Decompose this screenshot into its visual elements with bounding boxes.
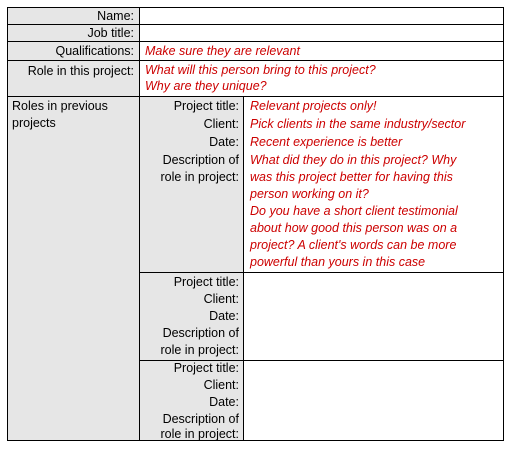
name-label-cell — [8, 8, 140, 24]
description-value-line: project? A client's words can be more — [250, 238, 457, 252]
description-value-line: powerful than yours in this case — [250, 255, 426, 269]
row-job-title — [8, 25, 503, 42]
description-label-line-1: Description of — [162, 326, 239, 340]
entry-values[interactable] — [244, 273, 503, 360]
job-title-label: Job title: — [87, 26, 134, 40]
previous-label-line-2: projects — [12, 116, 56, 130]
entry-labels — [140, 361, 244, 440]
entry-labels — [140, 273, 244, 360]
project-title-label: Project title: — [173, 99, 239, 113]
description-label-line-2: role in project: — [160, 170, 239, 184]
description-value-line: was this project better for having this — [250, 170, 453, 184]
description-value-line: about how good this person was on a — [250, 221, 458, 235]
row-qualifications — [8, 42, 503, 61]
description-value-line: What did they do in this project? Why — [250, 153, 457, 167]
client-label: Client: — [203, 378, 239, 392]
entry-labels — [140, 97, 244, 272]
job-title-label-cell — [8, 25, 140, 41]
name-field[interactable] — [140, 8, 503, 24]
date-label: Date: — [209, 309, 239, 323]
previous-project-entry — [140, 273, 503, 361]
date-label: Date: — [209, 135, 239, 149]
previous-label-line-1: Roles in previous — [12, 99, 108, 113]
project-title-label: Project title: — [173, 361, 239, 375]
date-label: Date: — [209, 395, 239, 409]
description-label-line-1: Description of — [162, 412, 239, 426]
role-label-cell — [8, 61, 140, 96]
description-value-line: person working on it? — [250, 187, 369, 201]
role-field[interactable] — [140, 61, 503, 96]
role-value-line-1: What will this person bring to this project? — [145, 63, 376, 77]
role-value-line-2: Why are they unique? — [145, 79, 267, 93]
job-title-field[interactable] — [140, 25, 503, 41]
client-label: Client: — [203, 292, 239, 306]
description-label-line-2: role in project: — [160, 427, 239, 441]
name-label: Name: — [97, 9, 134, 23]
previous-label-cell — [8, 97, 140, 440]
qualifications-value: Make sure they are relevant — [145, 44, 300, 58]
previous-project-entry — [140, 97, 503, 273]
role-label: Role in this project: — [27, 64, 134, 78]
entry-values[interactable] — [244, 97, 503, 272]
cv-form-table — [7, 7, 504, 441]
client-value: Pick clients in the same industry/sector — [250, 117, 466, 131]
date-value: Recent experience is better — [250, 135, 403, 149]
previous-project-entry — [140, 361, 503, 440]
description-label-line-1: Description of — [162, 153, 239, 167]
qualifications-field[interactable] — [140, 42, 503, 60]
client-label: Client: — [203, 117, 239, 131]
qualifications-label: Qualifications: — [55, 44, 134, 58]
description-value-line: Do you have a short client testimonial — [250, 204, 458, 218]
description-label-line-2: role in project: — [160, 343, 239, 357]
row-role — [8, 61, 503, 97]
row-previous-projects — [8, 97, 503, 440]
project-title-value: Relevant projects only! — [250, 99, 377, 113]
project-title-label: Project title: — [173, 275, 239, 289]
entry-values[interactable] — [244, 361, 503, 440]
row-name — [8, 8, 503, 25]
qualifications-label-cell — [8, 42, 140, 60]
